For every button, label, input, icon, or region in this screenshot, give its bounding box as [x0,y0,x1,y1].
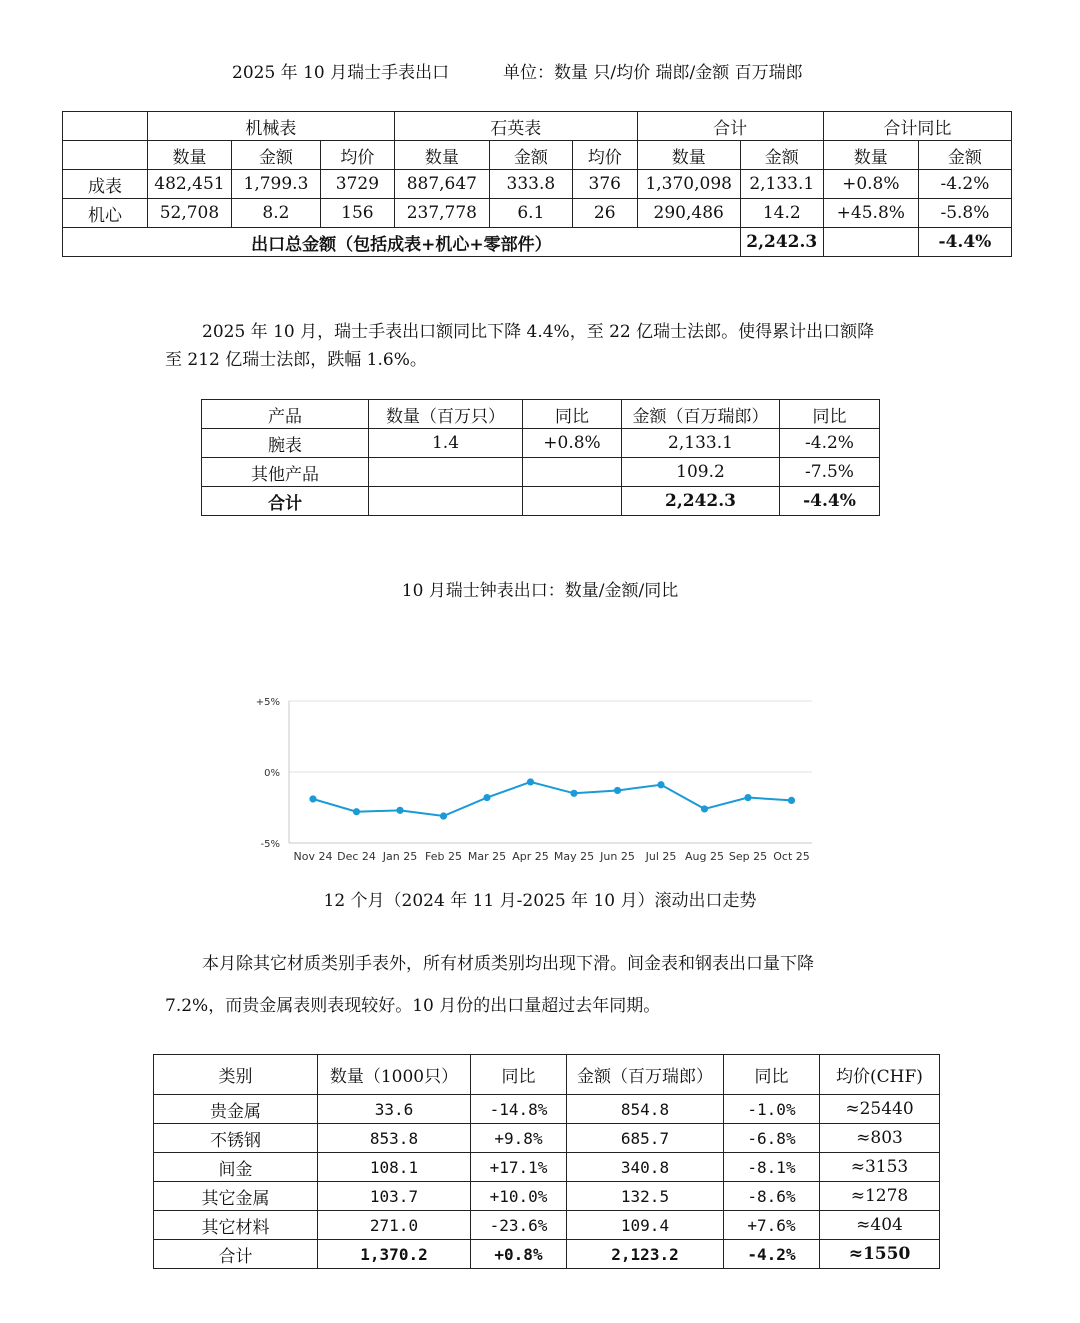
x-tick-label: Oct 25 [773,850,810,863]
table-row [202,458,880,487]
table-cell: 不锈钢 [154,1124,318,1153]
table-cell: 1.4 [369,429,523,458]
column-header: 同比 [523,400,622,429]
x-tick-label: Jan 25 [382,850,418,863]
x-tick-label: Jul 25 [645,850,677,863]
table-cell: -6.8% [724,1124,820,1153]
export-summary-table [62,111,1012,257]
table-cell: +10.0% [471,1182,567,1211]
group-header-row [63,112,1012,141]
column-header: 金额 [489,141,572,170]
paragraph-2-line-1: 本月除其它材质类别手表外，所有材质类别均出现下滑。间金表和钢表出口量下降 [202,954,814,974]
group-header: 合计同比 [823,112,1011,141]
table-row [63,199,1012,228]
table-cell: 8.2 [231,199,320,228]
column-header: 金额 [740,141,823,170]
table-cell [523,487,622,516]
table-cell: 109.2 [622,458,780,487]
table-row [154,1182,940,1211]
table-cell: 237,778 [394,199,489,228]
column-header: 产品 [202,400,369,429]
table-cell: -8.6% [724,1182,820,1211]
table-cell: ≈803 [820,1124,940,1153]
sub-header-row [63,141,1012,170]
data-point [527,778,534,785]
total-row [63,228,1012,257]
table-cell: -4.2% [918,170,1011,199]
table-cell: 685.7 [567,1124,724,1153]
data-point [657,781,664,788]
series-line [313,782,792,816]
column-header: 金额（百万瑞郎） [622,400,780,429]
data-point [396,807,403,814]
corner-cell [63,112,148,141]
x-tick-label: Feb 25 [425,850,462,863]
column-header: 金额 [918,141,1011,170]
row-label: 成表 [63,170,148,199]
header-row [154,1055,940,1095]
column-header: 数量（百万只） [369,400,523,429]
total-yoy: -4.4% [918,228,1011,257]
table-cell: -4.4% [780,487,880,516]
table-cell: 271.0 [318,1211,471,1240]
table-cell: -23.6% [471,1211,567,1240]
table-row [154,1211,940,1240]
column-header: 同比 [471,1055,567,1095]
report-title: 2025 年 10 月瑞士手表出口 [232,63,450,83]
table-cell [523,458,622,487]
x-tick-label: May 25 [553,850,595,863]
table-cell: 2,242.3 [622,487,780,516]
table-cell: 其他产品 [202,458,369,487]
data-point [788,797,795,804]
table-cell: 333.8 [489,170,572,199]
table-cell: 1,799.3 [231,170,320,199]
table-row [154,1153,940,1182]
table-row [154,1124,940,1153]
table-cell: +0.8% [823,170,918,199]
data-point [570,790,577,797]
table-cell: 2,123.2 [567,1240,724,1269]
table-cell: 108.1 [318,1153,471,1182]
x-tick-label: Apr 25 [512,850,549,863]
table-cell: ≈3153 [820,1153,940,1182]
x-tick-label: Sep 25 [728,850,768,863]
column-header: 均价(CHF) [820,1055,940,1095]
y-tick-label: 0% [264,768,280,779]
table-cell: 853.8 [318,1124,471,1153]
table-cell: 887,647 [394,170,489,199]
table-cell: 103.7 [318,1182,471,1211]
table-cell: 14.2 [740,199,823,228]
x-tick-label: Dec 24 [337,850,376,863]
x-tick-label: Mar 25 [467,850,507,863]
table-cell: -4.2% [724,1240,820,1269]
corner-cell [63,141,148,170]
y-tick-label: +5% [255,697,280,708]
table-cell: 290,486 [637,199,740,228]
x-tick-label: Aug 25 [685,850,724,863]
data-point [701,805,708,812]
table-cell: 52,708 [147,199,231,228]
table-cell: 2,133.1 [622,429,780,458]
column-header: 均价 [320,141,394,170]
table-cell: 其它材料 [154,1211,318,1240]
data-point [744,794,751,801]
table-cell: 1,370.2 [318,1240,471,1269]
x-tick-labels [294,850,810,863]
table-cell: 腕表 [202,429,369,458]
paragraph-2-line-2: 7.2%，而贵金属表则表现较好。10 月份的出口量超过去年同期。 [165,996,661,1016]
paragraph-1-line-2: 至 212 亿瑞士法郎，跌幅 1.6%。 [165,350,427,370]
group-header: 石英表 [394,112,637,141]
table-cell: ≈1278 [820,1182,940,1211]
table-cell: +0.8% [523,429,622,458]
table-cell: 854.8 [567,1095,724,1124]
paragraph-1-line-1: 2025 年 10 月，瑞士手表出口额同比下降 4.4%，至 22 亿瑞士法郎。使得累计出口额降 [202,322,875,342]
row-label: 机心 [63,199,148,228]
table-cell: 2,133.1 [740,170,823,199]
table-row [63,170,1012,199]
table-cell: -14.8% [471,1095,567,1124]
total-label: 出口总金额（包括成表+机心+零部件） [63,228,741,257]
table-cell: 1,370,098 [637,170,740,199]
table-cell: -5.8% [918,199,1011,228]
x-tick-label: Jun 25 [600,850,635,863]
series-group [309,778,795,819]
table-cell: 3729 [320,170,394,199]
table-cell: -4.2% [780,429,880,458]
table-cell: +7.6% [724,1211,820,1240]
table-cell [369,458,523,487]
table-cell: +9.8% [471,1124,567,1153]
unit-note: 单位：数量 只/均价 瑞郎/金额 百万瑞郎 [503,63,803,83]
table-cell [369,487,523,516]
data-point [309,795,316,802]
table-cell: 间金 [154,1153,318,1182]
column-header: 同比 [780,400,880,429]
table-cell: +45.8% [823,199,918,228]
chart-title: 10 月瑞士钟表出口：数量/金额/同比 [401,581,679,601]
table-cell: 109.4 [567,1211,724,1240]
product-table [201,399,880,516]
table-cell: 合计 [154,1240,318,1269]
y-tick-label: -5% [260,839,280,850]
table-row [154,1095,940,1124]
table-cell: 482,451 [147,170,231,199]
data-point [353,808,360,815]
table-cell: -7.5% [780,458,880,487]
column-header: 金额（百万瑞郎） [567,1055,724,1095]
table-cell: +17.1% [471,1153,567,1182]
table-cell: ≈404 [820,1211,940,1240]
table-cell: 132.5 [567,1182,724,1211]
table-cell: 26 [572,199,637,228]
total-amount: 2,242.3 [740,228,823,257]
data-point [483,794,490,801]
column-header: 均价 [572,141,637,170]
table-cell: ≈1550 [820,1240,940,1269]
x-tick-label: Nov 24 [293,850,333,863]
table-cell: 贵金属 [154,1095,318,1124]
table-cell: +0.8% [471,1240,567,1269]
data-point [440,812,447,819]
material-table [153,1054,940,1269]
table-cell: 6.1 [489,199,572,228]
column-header: 类别 [154,1055,318,1095]
table-cell: 376 [572,170,637,199]
table-cell: -8.1% [724,1153,820,1182]
column-header: 数量 [394,141,489,170]
table-cell: 合计 [202,487,369,516]
group-header: 机械表 [147,112,394,141]
column-header: 数量 [147,141,231,170]
column-header: 数量（1000只） [318,1055,471,1095]
table-cell: 156 [320,199,394,228]
column-header: 金额 [231,141,320,170]
total-row [202,487,880,516]
table-cell [823,228,918,257]
group-header: 合计 [637,112,823,141]
table-cell: ≈25440 [820,1095,940,1124]
table-cell: -1.0% [724,1095,820,1124]
column-header: 数量 [637,141,740,170]
table-cell: 340.8 [567,1153,724,1182]
header-row [202,400,880,429]
table-row [202,429,880,458]
data-point [614,787,621,794]
total-row [154,1240,940,1269]
rolling-export-chart [250,688,820,868]
chart-caption: 12 个月（2024 年 11 月-2025 年 10 月）滚动出口走势 [323,891,757,911]
column-header: 同比 [724,1055,820,1095]
table-cell: 其它金属 [154,1182,318,1211]
column-header: 数量 [823,141,918,170]
table-cell: 33.6 [318,1095,471,1124]
